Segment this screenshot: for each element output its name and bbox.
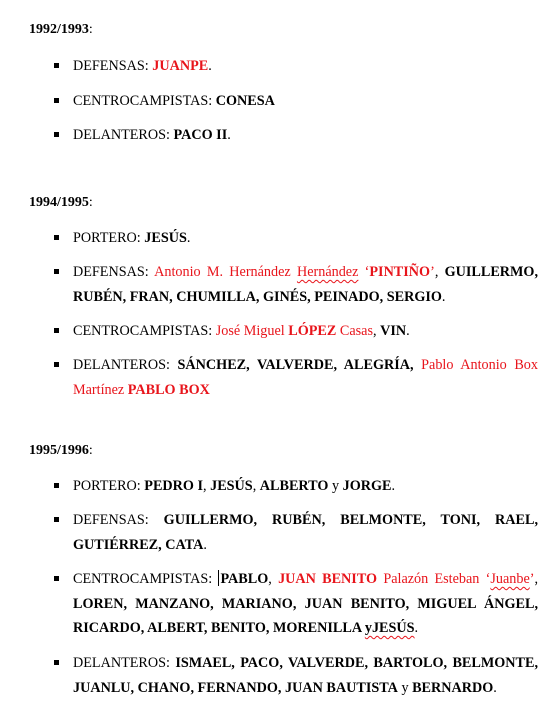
season-colon: : — [88, 195, 93, 210]
spelling-flagged-word: yJESÚS — [364, 620, 415, 636]
player-names: ISMAEL, PACO, VALVERDE, BARTOLO, BELMONTE, — [175, 655, 538, 671]
bullet-icon — [54, 517, 59, 522]
quote-open: ‘ — [358, 264, 370, 280]
punctuation: . — [208, 58, 212, 74]
position-label: DELANTEROS: — [73, 127, 174, 143]
list-item — [54, 353, 538, 402]
player-name: JESÚS — [144, 230, 187, 246]
spelling-flagged-word: Juanbe — [490, 571, 530, 587]
player-name: JUAN BENITO — [278, 571, 378, 587]
line-2 — [73, 285, 538, 310]
spelling-flagged-word: Hernández — [296, 264, 359, 280]
player-name: JUANPE — [152, 58, 209, 74]
punctuation: . — [493, 679, 497, 696]
separator: y — [328, 478, 343, 494]
player-surname-2: Casas — [336, 323, 373, 339]
list-item — [54, 226, 538, 251]
punctuation: . — [203, 536, 207, 553]
bullet-icon — [54, 576, 59, 581]
player-names: JUANLU, CHANO, FERNANDO, JUAN BAUTISTA — [73, 679, 398, 696]
position-label: CENTROCAMPISTAS: — [73, 571, 219, 587]
position-label: CENTROCAMPISTAS: — [73, 323, 216, 339]
player-name: VIN — [380, 323, 407, 339]
position-label: DELANTEROS: — [73, 357, 178, 373]
player-name: PACO II — [173, 127, 228, 143]
position-label: DEFENSAS: — [73, 58, 153, 74]
player-fullname: Antonio M. Hernández — [154, 264, 297, 280]
bullet-icon — [54, 63, 59, 68]
list-item — [54, 508, 538, 557]
separator: , — [373, 323, 381, 339]
player-name: JESÚS — [210, 478, 253, 494]
punctuation: . — [414, 620, 419, 636]
player-names: RICARDO, ALBERT, BENITO, MORENILLA — [73, 620, 365, 636]
season-colon: : — [88, 443, 93, 458]
season-heading — [29, 22, 93, 38]
bullet-icon — [54, 132, 59, 137]
season-heading — [29, 443, 93, 459]
player-name: PABLO — [220, 571, 269, 587]
bullet-icon — [54, 483, 59, 488]
line-2 — [73, 676, 538, 701]
player-name: GUILLERMO, — [444, 264, 539, 280]
line-1 — [73, 651, 538, 676]
line-1 — [73, 508, 538, 533]
bullet-icon — [54, 328, 59, 333]
punctuation: . — [186, 230, 191, 246]
player-name: JORGE — [342, 478, 392, 494]
list-item — [54, 567, 538, 641]
player-name: ALBERTO — [259, 478, 329, 494]
bullet-icon — [54, 269, 59, 274]
season-title: 1994/1995 — [29, 195, 89, 210]
bullet-icon — [54, 660, 59, 665]
player-name: BERNARDO — [412, 679, 494, 696]
line-2 — [73, 378, 538, 403]
season-title: 1995/1996 — [29, 443, 89, 458]
position-label: CENTROCAMPISTAS: — [73, 93, 216, 109]
punctuation: . — [227, 127, 231, 143]
punctuation: . — [406, 323, 410, 339]
player-names: LOREN, MANZANO, MARIANO, JUAN BENITO, MIGUEL ÁNGEL, — [73, 595, 538, 612]
player-nickname: PINTIÑO — [369, 264, 431, 280]
list-item — [54, 260, 538, 309]
separator: , — [534, 571, 539, 587]
player-fullname: Palazón Esteban ‘ — [377, 571, 491, 587]
player-names: GUTIÉRREZ, CATA — [73, 536, 204, 553]
separator: , — [268, 571, 279, 587]
position-label: DEFENSAS: — [73, 264, 155, 280]
player-surname: LÓPEZ — [288, 323, 337, 339]
separator: , — [203, 478, 211, 494]
punctuation: . — [391, 478, 396, 494]
line-1 — [73, 353, 538, 378]
list-item — [54, 319, 538, 344]
bullet-icon — [54, 362, 59, 367]
list-item — [54, 123, 538, 148]
player-fullname: José Miguel — [215, 323, 289, 339]
punctuation: . — [441, 288, 446, 305]
line-2 — [73, 533, 538, 558]
list-item — [54, 474, 538, 499]
position-label: DELANTEROS: — [73, 655, 176, 671]
line-1 — [73, 567, 538, 592]
player-fullname: Pablo Antonio Box — [413, 357, 538, 373]
line-2 — [73, 592, 538, 617]
line-3 — [73, 616, 538, 641]
separator: , — [434, 264, 445, 280]
season-colon: : — [88, 22, 93, 37]
bullet-icon — [54, 98, 59, 103]
quote-close: ’ — [529, 571, 535, 587]
player-names: SÁNCHEZ, VALVERDE, ALEGRÍA, — [177, 357, 414, 373]
player-names: RUBÉN, FRAN, CHUMILLA, GINÉS, PEINADO, SERGIO — [73, 288, 442, 305]
list-item — [54, 54, 538, 79]
player-name: CONESA — [215, 93, 275, 109]
season-heading — [29, 195, 93, 211]
position-label: PORTERO: — [73, 230, 145, 246]
position-label: PORTERO: — [73, 478, 145, 494]
player-names: GUILLERMO, RUBÉN, BELMONTE, TONI, RAEL, — [163, 512, 539, 528]
player-fullname-cont: Martínez — [73, 381, 128, 398]
quote-close: ’ — [430, 264, 435, 280]
list-item — [54, 89, 538, 114]
player-name: PEDRO I — [144, 478, 204, 494]
list-item — [54, 651, 538, 700]
position-label: DEFENSAS: — [73, 512, 164, 528]
season-title: 1992/1993 — [29, 22, 89, 37]
separator: , — [252, 478, 260, 494]
conjunction: y — [397, 679, 413, 696]
player-nickname: PABLO BOX — [127, 381, 210, 398]
bullet-icon — [54, 235, 59, 240]
line-1 — [73, 260, 538, 285]
